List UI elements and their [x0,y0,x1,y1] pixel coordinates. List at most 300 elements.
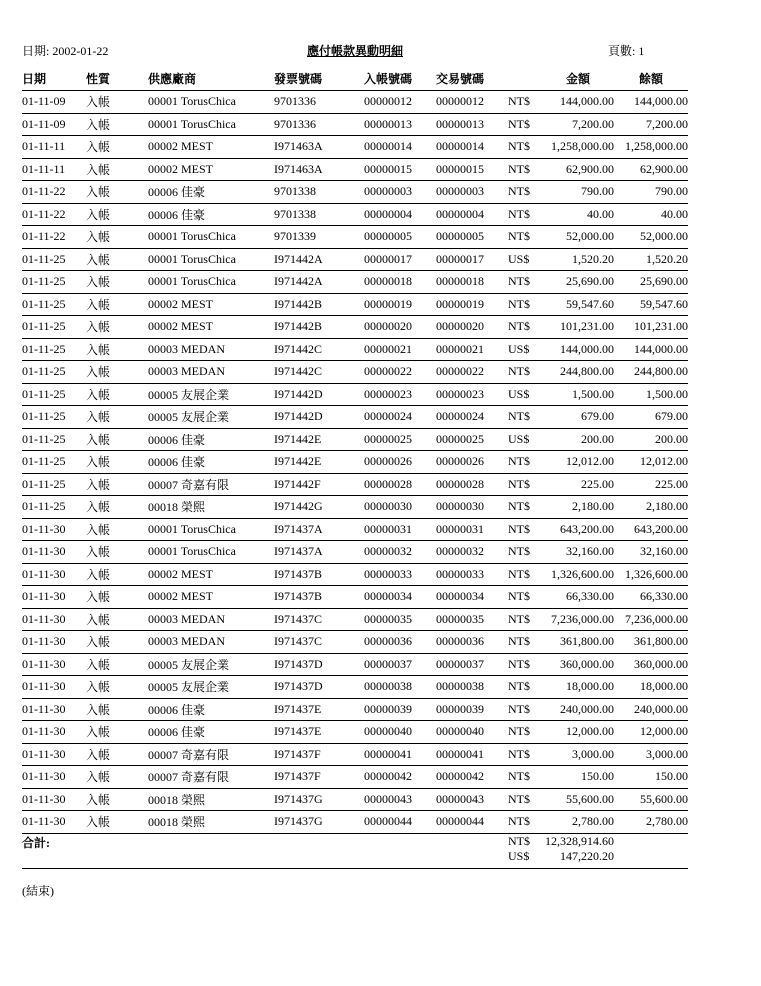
cell-date: 01-11-25 [22,361,86,384]
cell-amount: 52,000.00 [542,226,614,249]
cell-invoice: I971437C [274,608,364,631]
cell-trans: 00000014 [436,136,508,159]
cell-invoice: I971442A [274,271,364,294]
cell-date: 01-11-30 [22,721,86,744]
cell-date: 01-11-25 [22,293,86,316]
col-type-header: 性質 [86,66,148,91]
cell-balance: 52,000.00 [614,226,688,249]
cell-vendor: 00003 MEDAN [148,631,274,654]
cell-currency: NT$ [508,811,542,834]
table-row [22,563,688,586]
cell-currency: NT$ [508,158,542,181]
cell-amount: 55,600.00 [542,788,614,811]
cell-type: 入帳 [86,136,148,159]
cell-balance: 643,200.00 [614,518,688,541]
cell-currency: US$ [508,338,542,361]
cell-invoice: I971442F [274,473,364,496]
cell-balance: 32,160.00 [614,541,688,564]
cell-balance: 18,000.00 [614,676,688,699]
cell-trans: 00000015 [436,158,508,181]
cell-entry: 00000035 [364,608,436,631]
cell-amount: 66,330.00 [542,586,614,609]
cell-trans: 00000035 [436,608,508,631]
cell-currency: NT$ [508,203,542,226]
cell-currency: NT$ [508,136,542,159]
cell-vendor: 00006 佳豪 [148,181,274,204]
cell-amount: 679.00 [542,406,614,429]
cell-invoice: I971437A [274,518,364,541]
cell-vendor: 00007 奇嘉有限 [148,473,274,496]
cell-vendor: 00001 TorusChica [148,518,274,541]
cell-currency: US$ [508,428,542,451]
cell-type: 入帳 [86,473,148,496]
col-trans-header: 交易號碼 [436,66,508,91]
cell-balance: 360,000.00 [614,653,688,676]
col-invoice-header: 發票號碼 [274,66,364,91]
cell-amount: 7,236,000.00 [542,608,614,631]
col-vendor-header: 供應廠商 [148,66,274,91]
cell-date: 01-11-25 [22,496,86,519]
cell-date: 01-11-25 [22,271,86,294]
cell-trans: 00000023 [436,383,508,406]
cell-trans: 00000003 [436,181,508,204]
cell-invoice: I971437F [274,743,364,766]
cell-type: 入帳 [86,316,148,339]
cell-currency: NT$ [508,496,542,519]
cell-vendor: 00002 MEST [148,136,274,159]
cell-type: 入帳 [86,293,148,316]
cell-balance: 144,000.00 [614,338,688,361]
cell-balance: 1,520.20 [614,248,688,271]
cell-vendor: 00006 佳豪 [148,428,274,451]
cell-invoice: I971437C [274,631,364,654]
cell-trans: 00000037 [436,653,508,676]
cell-trans: 00000042 [436,766,508,789]
cell-currency: NT$ [508,698,542,721]
cell-amount: 2,180.00 [542,496,614,519]
cell-invoice: I971437G [274,788,364,811]
table-row [22,788,688,811]
table-row [22,586,688,609]
cell-amount: 244,800.00 [542,361,614,384]
cell-vendor: 00001 TorusChica [148,271,274,294]
col-currency-header [508,66,542,91]
cell-entry: 00000041 [364,743,436,766]
table-row [22,113,688,136]
cell-balance: 12,012.00 [614,451,688,474]
cell-date: 01-11-30 [22,766,86,789]
cell-vendor: 00005 友展企業 [148,406,274,429]
cell-date: 01-11-25 [22,248,86,271]
cell-balance: 2,180.00 [614,496,688,519]
cell-balance: 3,000.00 [614,743,688,766]
cell-entry: 00000030 [364,496,436,519]
cell-entry: 00000028 [364,473,436,496]
cell-currency: NT$ [508,563,542,586]
cell-entry: 00000043 [364,788,436,811]
cell-entry: 00000015 [364,158,436,181]
cell-type: 入帳 [86,248,148,271]
table-row [22,698,688,721]
cell-date: 01-11-11 [22,158,86,181]
page-number: 頁數: 1 [608,44,645,58]
cell-currency: NT$ [508,743,542,766]
cell-invoice: I971442E [274,451,364,474]
cell-currency: NT$ [508,608,542,631]
total-nt-amount: 12,328,914.60 [545,833,614,848]
cell-invoice: I971437E [274,698,364,721]
cell-amount: 144,000.00 [542,338,614,361]
cell-entry: 00000040 [364,721,436,744]
cell-trans: 00000025 [436,428,508,451]
cell-invoice: I971437D [274,676,364,699]
total-us-currency: US$ [508,848,530,863]
cell-entry: 00000044 [364,811,436,834]
cell-balance: 1,258,000.00 [614,136,688,159]
cell-date: 01-11-22 [22,203,86,226]
cell-entry: 00000031 [364,518,436,541]
cell-type: 入帳 [86,181,148,204]
cell-trans: 00000043 [436,788,508,811]
cell-date: 01-11-09 [22,113,86,136]
cell-balance: 7,200.00 [614,113,688,136]
cell-type: 入帳 [86,586,148,609]
cell-date: 01-11-25 [22,473,86,496]
cell-date: 01-11-30 [22,698,86,721]
cell-currency: NT$ [508,406,542,429]
cell-trans: 00000017 [436,248,508,271]
cell-amount: 1,258,000.00 [542,136,614,159]
cell-entry: 00000012 [364,91,436,114]
table-row [22,361,688,384]
cell-currency: NT$ [508,113,542,136]
cell-vendor: 00018 榮熙 [148,788,274,811]
cell-amount: 12,000.00 [542,721,614,744]
cell-currency: NT$ [508,181,542,204]
cell-type: 入帳 [86,113,148,136]
cell-amount: 3,000.00 [542,743,614,766]
cell-amount: 1,520.20 [542,248,614,271]
cell-type: 入帳 [86,653,148,676]
cell-type: 入帳 [86,406,148,429]
cell-entry: 00000004 [364,203,436,226]
cell-entry: 00000032 [364,541,436,564]
cell-invoice: I971442G [274,496,364,519]
table-row [22,338,688,361]
cell-invoice: I971442E [274,428,364,451]
table-row [22,316,688,339]
cell-currency: US$ [508,248,542,271]
cell-entry: 00000039 [364,698,436,721]
cell-currency: NT$ [508,473,542,496]
cell-vendor: 00003 MEDAN [148,361,274,384]
cell-balance: 66,330.00 [614,586,688,609]
cell-invoice: 9701339 [274,226,364,249]
table-row [22,181,688,204]
totals-row [22,833,688,868]
table-row [22,383,688,406]
cell-entry: 00000003 [364,181,436,204]
cell-type: 入帳 [86,743,148,766]
cell-entry: 00000013 [364,113,436,136]
totals-label: 合計: [22,833,86,868]
table-row [22,226,688,249]
cell-date: 01-11-25 [22,383,86,406]
cell-currency: NT$ [508,293,542,316]
table-row [22,451,688,474]
cell-invoice: I971437G [274,811,364,834]
table-header-row [22,66,688,91]
cell-vendor: 00003 MEDAN [148,608,274,631]
cell-invoice: 9701336 [274,113,364,136]
cell-date: 01-11-30 [22,563,86,586]
cell-amount: 62,900.00 [542,158,614,181]
cell-entry: 00000038 [364,676,436,699]
col-balance-header: 餘額 [614,66,688,91]
cell-amount: 18,000.00 [542,676,614,699]
cell-entry: 00000026 [364,451,436,474]
cell-amount: 1,326,600.00 [542,563,614,586]
cell-amount: 360,000.00 [542,653,614,676]
cell-trans: 00000012 [436,91,508,114]
cell-balance: 361,800.00 [614,631,688,654]
totals-amount [542,833,614,868]
cell-amount: 643,200.00 [542,518,614,541]
table-row [22,473,688,496]
cell-amount: 240,000.00 [542,698,614,721]
cell-amount: 144,000.00 [542,91,614,114]
cell-amount: 1,500.00 [542,383,614,406]
cell-currency: NT$ [508,766,542,789]
cell-type: 入帳 [86,788,148,811]
cell-vendor: 00005 友展企業 [148,653,274,676]
table-row [22,766,688,789]
cell-type: 入帳 [86,518,148,541]
cell-vendor: 00001 TorusChica [148,541,274,564]
cell-vendor: 00003 MEDAN [148,338,274,361]
cell-balance: 101,231.00 [614,316,688,339]
cell-type: 入帳 [86,361,148,384]
cell-date: 01-11-11 [22,136,86,159]
cell-amount: 25,690.00 [542,271,614,294]
cell-type: 入帳 [86,676,148,699]
cell-entry: 00000014 [364,136,436,159]
col-amount-header: 金額 [542,66,614,91]
cell-entry: 00000020 [364,316,436,339]
cell-invoice: I971442D [274,406,364,429]
table-row [22,676,688,699]
cell-currency: NT$ [508,226,542,249]
cell-vendor: 00001 TorusChica [148,226,274,249]
cell-type: 入帳 [86,698,148,721]
cell-balance: 150.00 [614,766,688,789]
cell-currency: NT$ [508,653,542,676]
cell-balance: 59,547.60 [614,293,688,316]
cell-date: 01-11-25 [22,428,86,451]
cell-type: 入帳 [86,428,148,451]
cell-invoice: I971437F [274,766,364,789]
cell-trans: 00000022 [436,361,508,384]
cell-vendor: 00005 友展企業 [148,676,274,699]
cell-vendor: 00001 TorusChica [148,113,274,136]
totals-currency [508,833,542,868]
cell-currency: NT$ [508,541,542,564]
cell-vendor: 00001 TorusChica [148,248,274,271]
cell-type: 入帳 [86,383,148,406]
cell-entry: 00000042 [364,766,436,789]
payables-table [22,66,688,869]
report-date: 日期: 2002-01-22 [22,44,109,58]
end-marker: (結束) [22,884,54,898]
cell-amount: 200.00 [542,428,614,451]
cell-trans: 00000026 [436,451,508,474]
total-nt-currency: NT$ [508,833,530,848]
cell-currency: NT$ [508,316,542,339]
cell-type: 入帳 [86,631,148,654]
table-row [22,158,688,181]
cell-amount: 2,780.00 [542,811,614,834]
table-row [22,518,688,541]
cell-amount: 101,231.00 [542,316,614,339]
cell-invoice: I971442B [274,316,364,339]
cell-invoice: I971442C [274,361,364,384]
cell-trans: 00000040 [436,721,508,744]
cell-balance: 244,800.00 [614,361,688,384]
cell-trans: 00000044 [436,811,508,834]
cell-currency: NT$ [508,788,542,811]
cell-date: 01-11-25 [22,316,86,339]
cell-trans: 00000033 [436,563,508,586]
cell-type: 入帳 [86,541,148,564]
cell-amount: 12,012.00 [542,451,614,474]
cell-type: 入帳 [86,451,148,474]
table-row [22,541,688,564]
cell-entry: 00000018 [364,271,436,294]
report-title: 應付帳款異動明細 [306,44,403,58]
table-row [22,428,688,451]
cell-amount: 7,200.00 [542,113,614,136]
cell-invoice: I971442D [274,383,364,406]
cell-date: 01-11-30 [22,788,86,811]
cell-trans: 00000013 [436,113,508,136]
cell-type: 入帳 [86,721,148,744]
cell-entry: 00000033 [364,563,436,586]
cell-date: 01-11-22 [22,226,86,249]
cell-type: 入帳 [86,226,148,249]
cell-trans: 00000024 [436,406,508,429]
cell-balance: 2,780.00 [614,811,688,834]
cell-type: 入帳 [86,608,148,631]
cell-balance: 1,500.00 [614,383,688,406]
cell-trans: 00000030 [436,496,508,519]
cell-trans: 00000034 [436,586,508,609]
cell-balance: 62,900.00 [614,158,688,181]
table-row [22,293,688,316]
cell-invoice: 9701338 [274,203,364,226]
cell-balance: 240,000.00 [614,698,688,721]
table-body [22,91,688,834]
cell-balance: 7,236,000.00 [614,608,688,631]
cell-trans: 00000018 [436,271,508,294]
cell-currency: NT$ [508,631,542,654]
cell-type: 入帳 [86,563,148,586]
cell-vendor: 00002 MEST [148,586,274,609]
cell-vendor: 00006 佳豪 [148,721,274,744]
cell-invoice: I971463A [274,136,364,159]
cell-type: 入帳 [86,766,148,789]
cell-amount: 790.00 [542,181,614,204]
table-row [22,203,688,226]
cell-date: 01-11-30 [22,608,86,631]
cell-date: 01-11-25 [22,451,86,474]
cell-entry: 00000024 [364,406,436,429]
cell-date: 01-11-22 [22,181,86,204]
cell-invoice: I971437B [274,586,364,609]
cell-date: 01-11-30 [22,631,86,654]
cell-amount: 150.00 [542,766,614,789]
cell-date: 01-11-30 [22,743,86,766]
cell-balance: 55,600.00 [614,788,688,811]
cell-amount: 225.00 [542,473,614,496]
table-row [22,91,688,114]
cell-balance: 1,326,600.00 [614,563,688,586]
cell-invoice: I971437B [274,563,364,586]
cell-type: 入帳 [86,158,148,181]
cell-balance: 790.00 [614,181,688,204]
cell-trans: 00000041 [436,743,508,766]
cell-vendor: 00002 MEST [148,563,274,586]
col-entry-header: 入帳號碼 [364,66,436,91]
cell-trans: 00000021 [436,338,508,361]
cell-invoice: I971437D [274,653,364,676]
cell-type: 入帳 [86,496,148,519]
cell-entry: 00000037 [364,653,436,676]
cell-vendor: 00018 榮熙 [148,811,274,834]
cell-invoice: 9701336 [274,91,364,114]
cell-date: 01-11-30 [22,586,86,609]
cell-vendor: 00002 MEST [148,158,274,181]
cell-date: 01-11-30 [22,676,86,699]
table-row [22,248,688,271]
cell-type: 入帳 [86,203,148,226]
cell-type: 入帳 [86,91,148,114]
cell-date: 01-11-30 [22,811,86,834]
cell-date: 01-11-25 [22,406,86,429]
cell-vendor: 00006 佳豪 [148,451,274,474]
cell-entry: 00000017 [364,248,436,271]
cell-entry: 00000034 [364,586,436,609]
cell-trans: 00000036 [436,631,508,654]
cell-type: 入帳 [86,338,148,361]
cell-vendor: 00002 MEST [148,316,274,339]
cell-vendor: 00006 佳豪 [148,698,274,721]
cell-currency: NT$ [508,361,542,384]
cell-invoice: I971442B [274,293,364,316]
cell-balance: 25,690.00 [614,271,688,294]
cell-currency: NT$ [508,518,542,541]
cell-balance: 200.00 [614,428,688,451]
cell-vendor: 00007 奇嘉有限 [148,743,274,766]
table-row [22,136,688,159]
cell-balance: 679.00 [614,406,688,429]
cell-trans: 00000038 [436,676,508,699]
cell-balance: 144,000.00 [614,91,688,114]
table-row [22,496,688,519]
table-row [22,743,688,766]
cell-vendor: 00002 MEST [148,293,274,316]
cell-currency: NT$ [508,586,542,609]
table-row [22,721,688,744]
